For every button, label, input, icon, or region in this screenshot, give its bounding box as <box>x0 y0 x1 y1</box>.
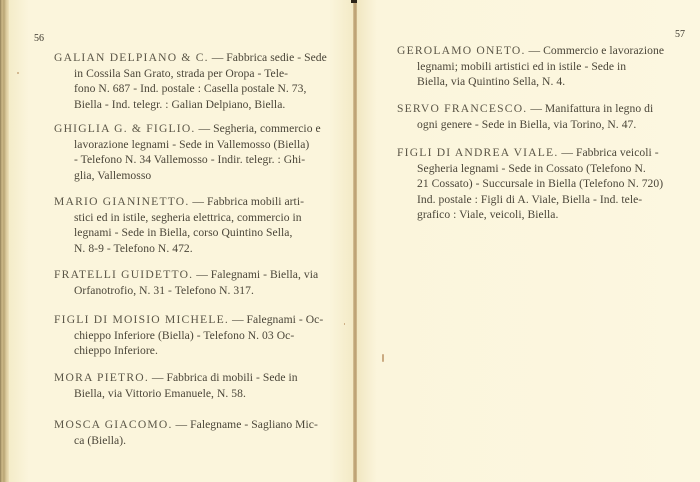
paper-speck <box>344 323 345 325</box>
paper-speck <box>17 72 19 74</box>
directory-entry: GHIGLIA G. & FIGLIO. — Segheria, commercio e lavorazione legnami - Sede in Vallemosso (Biella) - Telefono N. 34 Vallemosso - Indir. telegr. : Ghi- glia, Vallemosso <box>54 122 321 182</box>
directory-entry: SERVO FRANCESCO. — Manifattura in legno di ogni genere - Sede in Biella, via Torino, N. 47. <box>397 102 654 131</box>
entry-name: FIGLI DI MOISIO MICHELE. <box>54 313 229 326</box>
directory-entry: GEROLAMO ONETO. — Commercio e lavorazione legnami; mobili artistici ed in istile - Sede in Biella, via Quintino Sella, N. 4. <box>397 44 665 88</box>
directory-entry: MARIO GIANINETTO. — Fabbrica mobili arti- stici ed in istile, segheria elettrica, commercio in legnami - Sede in Biella, corso Quintino Sella, N. 8-9 - Telefono N. 472. <box>54 195 305 255</box>
right-page <box>357 0 700 482</box>
directory-entry: FIGLI DI ANDREA VIALE. — Fabbrica veicoli - Segheria legnami - Sede in Cossato (Telefono N. 21 Cossato) - Succursale in Biella (Telefono N. 720) Ind. postale : Figli di A. Viale, Biella - Ind. tele- grafico : Viale, veicoli, Biella. <box>397 146 664 221</box>
directory-entry: MOSCA GIACOMO. — Falegname - Sagliano Mic- ca (Biella). <box>54 418 318 447</box>
entry-name: GEROLAMO ONETO. <box>397 44 526 57</box>
entry-name: FIGLI DI ANDREA VIALE. <box>397 146 559 159</box>
entry-name: SERVO FRANCESCO. <box>397 102 528 115</box>
directory-entry: MORA PIETRO. — Fabbrica di mobili - Sede in Biella, via Vittorio Emanuele, N. 58. <box>54 371 298 400</box>
entry-name: MORA PIETRO. <box>54 371 149 384</box>
directory-entry: GALIAN DELPIANO & C. — Fabbrica sedie - Sede in Cossila San Grato, strada per Oropa - Tele- fono N. 687 - Ind. postale : Casella postale N. 73, Biella - Ind. telegr. : Galian Delpiano, Biella. <box>54 51 327 111</box>
page-stack-edge <box>0 0 9 482</box>
paper-speck <box>382 354 384 362</box>
page-number: 56 <box>34 33 44 44</box>
left-page <box>9 0 354 482</box>
entry-name: FRATELLI GUIDETTO. <box>54 268 194 281</box>
entry-name: GHIGLIA G. & FIGLIO. <box>54 122 196 135</box>
directory-entry: FIGLI DI MOISIO MICHELE. — Falegnami - Oc- chieppo Inferiore (Biella) - Telefono N. 03 Oc- chieppo Inferiore. <box>54 313 324 357</box>
entry-name: MOSCA GIACOMO. <box>54 418 173 431</box>
entry-name: GALIAN DELPIANO & C. <box>54 51 209 64</box>
page-number: 57 <box>675 29 685 40</box>
directory-entry: FRATELLI GUIDETTO. — Falegnami - Biella, via Orfanotrofio, N. 31 - Telefono N. 317. <box>54 268 319 297</box>
entry-name: MARIO GIANINETTO. <box>54 195 190 208</box>
